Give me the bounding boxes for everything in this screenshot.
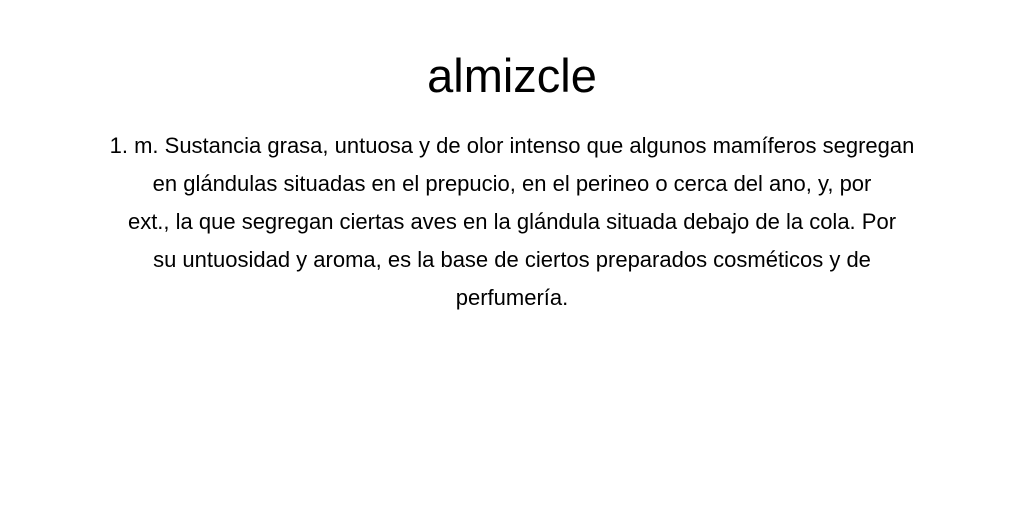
definition [40,127,984,317]
definition-line: perfumería. [455,285,569,310]
definition-line: en glándulas situadas en el prepucio, en el perineo o cerca del ano, y, por [152,171,872,196]
definition-line: 1. m. Sustancia grasa, untuosa y de olor intenso que algunos mamíferos segregan [109,133,915,158]
definition-line: su untuosidad y aroma, es la base de ciertos preparados cosméticos y de [153,247,871,272]
headword: almizcle [427,49,597,102]
definition-line: ext., la que segregan ciertas aves en la glándula situada debajo de la cola. Por [127,209,897,234]
